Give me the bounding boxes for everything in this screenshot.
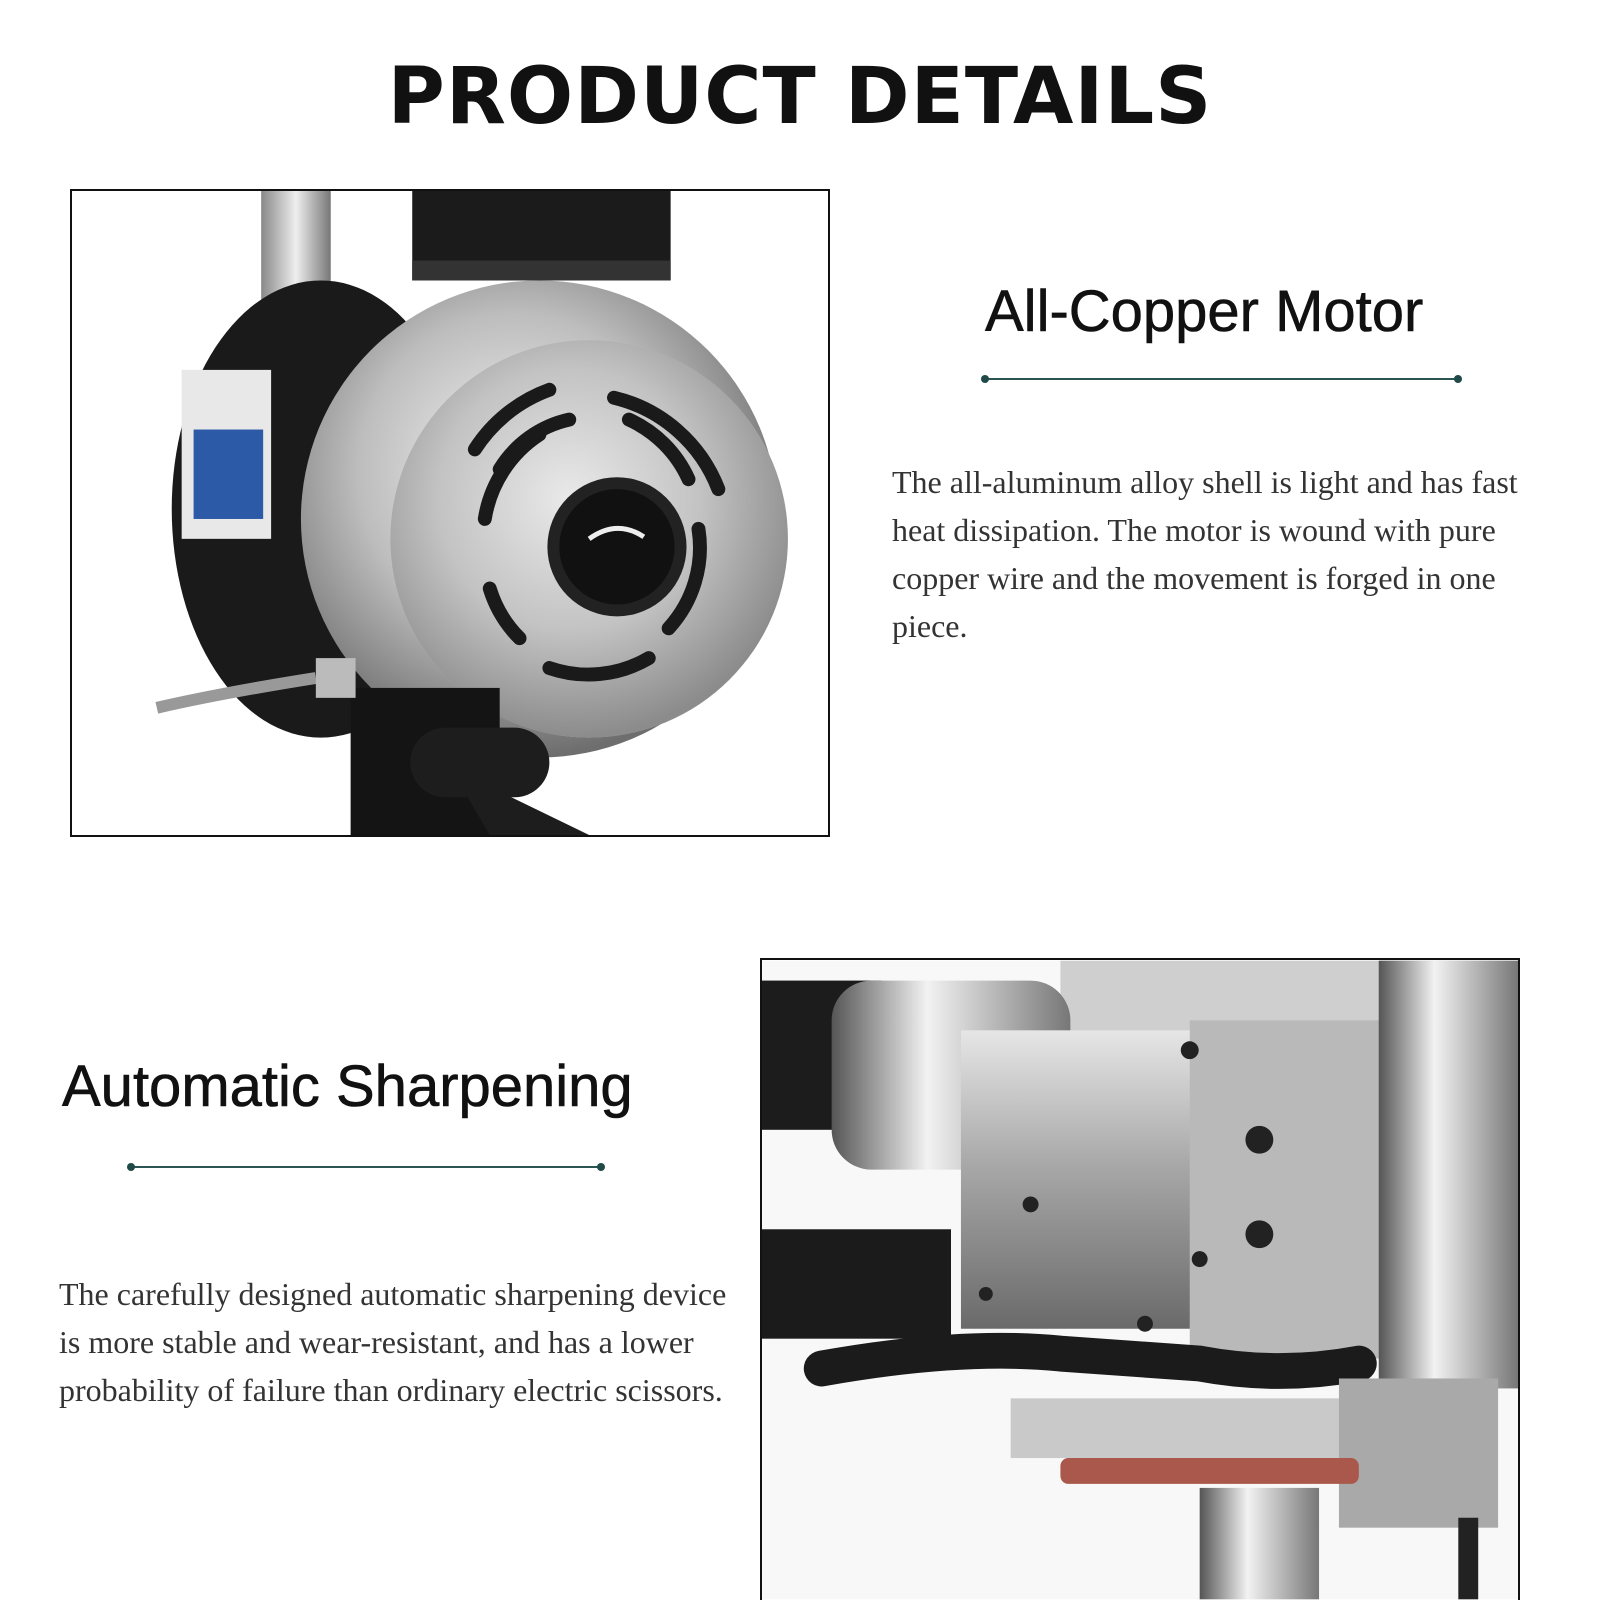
motor-photo [70,189,830,837]
page-title: PRODUCT DETAILS [387,52,1213,142]
feature-heading-sharpening: Automatic Sharpening [62,1054,633,1119]
feature-description-sharpening: The carefully designed automatic sharpening device is more stable and wear-resistant, and has a lower probability of failure than ordinary electric scissors. [59,1276,727,1408]
feature-heading-motor: All-Copper Motor [985,279,1424,344]
sharpening-device-photo [760,958,1520,1600]
feature-description-motor: The all-aluminum alloy shell is light and has fast heat dissipation. The motor is wound with pure copper wire and the movement is forged in one piece. [892,464,1518,644]
divider [131,1166,601,1168]
divider [985,378,1458,380]
